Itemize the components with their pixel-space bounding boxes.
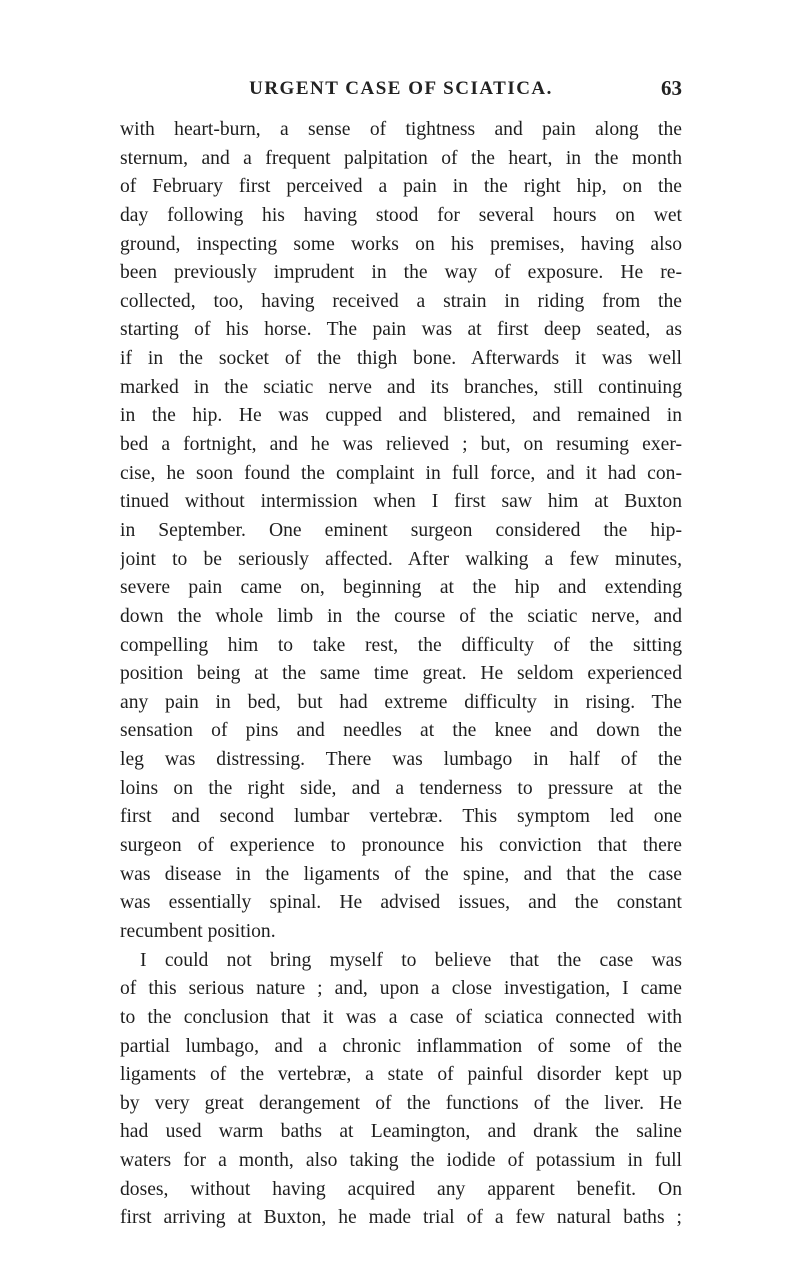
text-line: by very great derangement of the functions of the liver. He <box>120 1092 682 1114</box>
text-line: was disease in the ligaments of the spine, and that the case <box>120 863 682 885</box>
text-line: down the whole limb in the course of the sciatic nerve, and <box>120 605 682 627</box>
text-line: first arriving at Buxton, he made trial of a few natural baths ; <box>120 1207 682 1229</box>
text-line: with heart-burn, a sense of tightness and pain along the <box>120 119 682 140</box>
text-line: in the hip. He was cupped and blistered, and remained in <box>120 405 682 427</box>
text-line: been previously imprudent in the way of exposure. He re- <box>120 262 682 284</box>
page-number: 63 <box>661 76 682 100</box>
text-line: starting of his horse. The pain was at first deep seated, as <box>120 319 682 341</box>
text-line: day following his having stood for several hours on wet <box>120 204 682 226</box>
body-text <box>120 116 682 1233</box>
text-line: tinued without intermission when I first saw him at Buxton <box>120 491 682 513</box>
text-line: to the conclusion that it was a case of sciatica connected with <box>120 1006 682 1028</box>
text-line: leg was distressing. There was lumbago in half of the <box>120 749 682 771</box>
text-line: was essentially spinal. He advised issues, and the constant <box>120 892 682 914</box>
text-line: waters for a month, also taking the iodide of potassium in full <box>120 1150 682 1172</box>
text-line: ligaments of the vertebræ, a state of painful disorder kept up <box>120 1064 682 1086</box>
text-line: doses, without having acquired any apparent benefit. On <box>120 1178 682 1200</box>
text-line: if in the socket of the thigh bone. Afterwards it was well <box>120 348 682 370</box>
text-line: collected, too, having received a strain in riding from the <box>120 290 682 312</box>
text-line: recumbent position. <box>120 920 276 942</box>
text-line: loins on the right side, and a tenderness to pressure at the <box>120 777 682 799</box>
text-line: partial lumbago, and a chronic inflammation of some of the <box>120 1035 682 1057</box>
running-head <box>120 78 682 108</box>
text-line: sternum, and a frequent palpitation of the heart, in the month <box>120 147 682 169</box>
text-line: severe pain came on, beginning at the hip and extending <box>120 577 682 599</box>
text-line: ground, inspecting some works on his premises, having also <box>120 233 682 255</box>
text-line: any pain in bed, but had extreme difficulty in rising. The <box>120 691 682 713</box>
text-line: marked in the sciatic nerve and its branches, still continuing <box>120 376 682 398</box>
text-line: joint to be seriously affected. After walking a few minutes, <box>120 548 682 570</box>
text-line: bed a fortnight, and he was relieved ; but, on resuming exer- <box>120 434 682 456</box>
text-line: compelling him to take rest, the difficulty of the sitting <box>120 634 682 656</box>
text-line: I could not bring myself to believe that the case was <box>140 949 682 971</box>
running-title: URGENT CASE OF SCIATICA. <box>249 78 553 99</box>
text-line: in September. One eminent surgeon considered the hip- <box>120 519 682 541</box>
text-line: had used warm baths at Leamington, and drank the saline <box>120 1121 682 1143</box>
text-line: first and second lumbar vertebræ. This symptom led one <box>120 806 682 828</box>
text-line: position being at the same time great. He seldom experienced <box>120 663 682 685</box>
text-line: cise, he soon found the complaint in full force, and it had con- <box>120 462 682 484</box>
text-line: sensation of pins and needles at the knee and down the <box>120 720 682 742</box>
text-line: of this serious nature ; and, upon a close investigation, I came <box>120 978 682 1000</box>
text-line: surgeon of experience to pronounce his conviction that there <box>120 835 682 857</box>
text-line: of February first perceived a pain in the right hip, on the <box>120 176 682 198</box>
